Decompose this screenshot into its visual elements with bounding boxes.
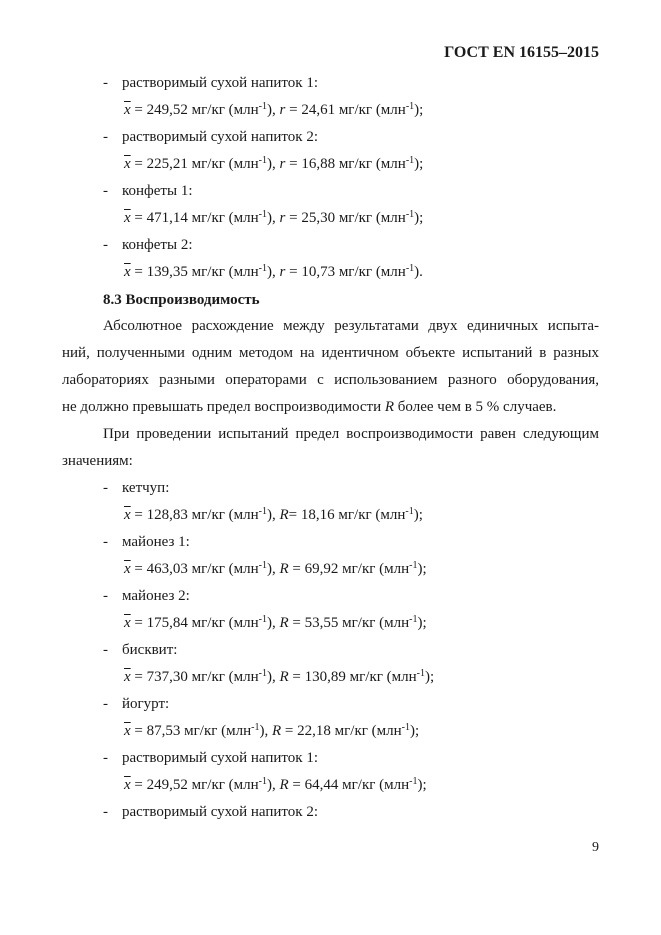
list-item-label: растворимый сухой напиток 2:	[122, 804, 318, 820]
list-dash: -	[103, 534, 108, 550]
section-heading: 8.3 Воспроизводимость	[103, 292, 260, 308]
formula-line: $\overline{x} = 471,14$ мг/кг (млн$^{-1}$), r = 25,30 мг/кг (млн$^{-1}$);	[124, 209, 424, 226]
page-number: 9	[592, 840, 599, 855]
paragraph-1: Абсолютное расхождение между результатами двух единичных испыта- ний, полученными одним методом на идентичном объекте испытаний в разных лабораториях разными операторами с использованием разного оборудования, не должно превышать предел воспроизводимости R более чем в 5 % случаев.	[62, 318, 599, 415]
formula-line: $\overline{x} = 225,21$ мг/кг (млн$^{-1}$), r = 16,88 мг/кг (млн$^{-1}$);	[124, 155, 424, 172]
list-item-label: кетчуп:	[122, 480, 170, 496]
list-dash: -	[103, 750, 108, 766]
paragraph-2: При проведении испытаний предел воспроизводимости равен следующим значениям:	[62, 426, 599, 469]
list-dash: -	[103, 183, 108, 199]
list-dash: -	[103, 129, 108, 145]
formula-line: $\overline{x} = 463,03$ мг/кг (млн$^{-1}$), R = 69,92 мг/кг (млн$^{-1}$);	[124, 560, 427, 577]
list-item-label: майонез 2:	[122, 588, 190, 604]
list-item-label: конфеты 2:	[122, 237, 193, 253]
limit-value: 24,61	[301, 102, 336, 118]
formula-line: $\overline{x} = 175,84$ мг/кг (млн$^{-1}$), R = 53,55 мг/кг (млн$^{-1}$);	[124, 614, 427, 631]
formula-line: $\overline{x} = 249,52$ мг/кг (млн$^{-1}$), R = 64,44 мг/кг (млн$^{-1}$);	[124, 776, 427, 793]
list-dash: -	[103, 588, 108, 604]
list-item-label: йогурт:	[122, 696, 170, 712]
list-item-label: растворимый сухой напиток 1:	[122, 75, 318, 91]
formula-line: $\overline{x} = 87,53$ мг/кг (млн$^{-1}$), R = 22,18 мг/кг (млн$^{-1}$);	[124, 722, 420, 739]
list-dash: -	[103, 804, 108, 820]
formula-line: $\overline{x} = 249,52$ мг/кг (млн$^{-1}$), r = 24,61 мг/кг (млн$^{-1}$);	[124, 101, 424, 118]
list-item-label: конфеты 1:	[122, 183, 193, 199]
list-dash: -	[103, 75, 108, 91]
list-item-label: растворимый сухой напиток 1:	[122, 750, 318, 766]
formula-line: $\overline{x} = 128,83$ мг/кг (млн$^{-1}$), R= 18,16 мг/кг (млн$^{-1}$);	[124, 506, 423, 523]
list-dash: -	[103, 696, 108, 712]
mean-symbol: $\overline{x}$	[124, 102, 131, 118]
list-dash: -	[103, 480, 108, 496]
mean-value: 249,52	[146, 102, 188, 118]
list-dash: -	[103, 642, 108, 658]
formula-line: $\overline{x} = 737,30$ мг/кг (млн$^{-1}$), R = 130,89 мг/кг (млн$^{-1}$);	[124, 668, 435, 685]
list-item-label: бисквит:	[122, 642, 178, 658]
list-item-label: растворимый сухой напиток 2:	[122, 129, 318, 145]
document-header: ГОСТ EN 16155–2015	[444, 44, 599, 61]
formula-line: $\overline{x} = 139,35$ мг/кг (млн$^{-1}$), r = 10,73 мг/кг (млн$^{-1}$).	[124, 263, 423, 280]
list-item-label: майонез 1:	[122, 534, 190, 550]
list-dash: -	[103, 237, 108, 253]
